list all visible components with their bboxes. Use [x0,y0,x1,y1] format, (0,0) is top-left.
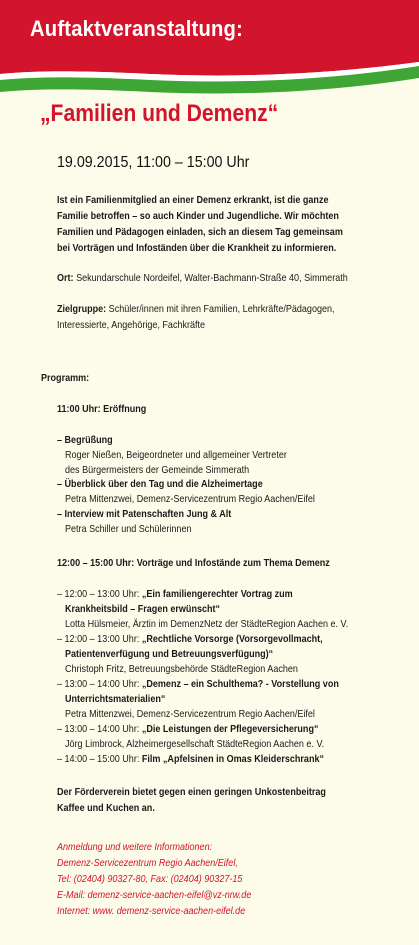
program-item-detail: Petra Schiller und Schülerinnen [65,523,192,535]
location-label: Ort: [57,272,74,284]
audience-label: Zielgruppe: [57,303,107,315]
header-title: Auftaktveranstaltung: [30,16,244,41]
talk-title-cont: Krankheitsbild – Fragen erwünscht“ [65,603,221,615]
program-item-title: – Überblick über den Tag und die Alzheimertage [57,478,263,490]
opening-heading: 11:00 Uhr: Eröffnung [57,403,147,415]
intro-line: Ist ein Familienmitglied an einer Demenz erkrankt, ist die ganze [57,194,329,206]
talk-speaker: Lotta Hülsmeier, Ärztin im DemenzNetz der StädteRegion Aachen e. V. [65,618,349,630]
contact-org: Demenz-Servicezentrum Regio Aachen/Eifel, [57,857,238,869]
talk-time: – 14:00 – 15:00 Uhr: [57,753,142,765]
program-item-detail: des Bürgermeisters der Gemeinde Simmerath [65,464,250,476]
talk-time: – 13:00 – 14:00 Uhr: [57,678,142,690]
program-item-title: – Interview mit Patenschaften Jung & Alt [57,508,232,520]
afternoon-heading: 12:00 – 15:00 Uhr: Vorträge und Infostände zum Thema Demenz [57,557,330,569]
talk-title: „Demenz – ein Schulthema? - Vorstellung von [141,678,339,690]
program-label: Programm: [41,372,90,384]
header-swoosh-graphic [0,0,419,96]
talk-line [57,632,323,646]
program-item-detail: Petra Mittenzwei, Demenz-Servicezentrum Regio Aachen/Eifel [65,493,315,505]
talk-time: – 12:00 – 13:00 Uhr: [57,633,142,645]
talk-title: „Die Leistungen der Pflegeversicherung“ [141,723,319,735]
audience-value: Schüler/innen mit ihren Familien, Lehrkräfte/Pädagogen, [106,303,335,315]
intro-line: Familie betroffen – so auch Kinder und Jugendliche. Wir möchten [57,210,339,222]
event-datetime: 19.09.2015, 11:00 – 15:00 Uhr [57,154,250,171]
contact-website: Internet: www. demenz-service-aachen-eifel.de [57,905,246,917]
header-banner [0,0,419,96]
catering-note: Der Förderverein bietet gegen einen geringen Unkostenbeitrag [57,786,326,798]
program-item-detail: Roger Nießen, Beigeordneter und allgemeiner Vertreter [65,449,287,461]
talk-title: „Rechtliche Vorsorge (Vorsorgevollmacht, [141,633,323,645]
talk-speaker: Petra Mittenzwei, Demenz-Servicezentrum Regio Aachen/Eifel [65,708,315,720]
talk-speaker: Jörg Limbrock, Alzheimergesellschaft StädteRegion Aachen e. V. [65,738,325,750]
audience-line-2: Interessierte, Angehörige, Fachkräfte [57,319,206,331]
intro-line: Familien und Pädagogen einladen, sich an diesem Tag gemeinsam [57,226,343,238]
contact-phone: Tel: (02404) 90327-80, Fax: (02404) 90327-15 [57,873,243,885]
intro-line: bei Vorträgen und Infoständen über die Krankheit zu informieren. [57,242,337,254]
talk-time: – 13:00 – 14:00 Uhr: [57,723,142,735]
talk-title: „Ein familiengerechter Vortrag zum [141,588,293,600]
talk-line [57,587,293,601]
catering-note: Kaffee und Kuchen an. [57,802,155,814]
talk-line [57,722,318,736]
talk-title-cont: Patientenverfügung und Betreuungsverfügung)“ [65,648,274,660]
talk-line [57,677,339,691]
location-line [57,271,348,285]
audience-line [57,302,335,316]
program-item-title: – Begrüßung [57,434,113,446]
talk-line [57,752,324,766]
contact-heading: Anmeldung und weitere Informationen: [57,841,213,853]
contact-email: E-Mail: demenz-service-aachen-eifel@vz-nrw.de [57,889,252,901]
talk-title: Film „Apfelsinen in Omas Kleiderschrank“ [141,753,325,765]
talk-speaker: Christoph Fritz, Betreuungsbehörde StädteRegion Aachen [65,663,298,675]
talk-title-cont: Unterrichtsmaterialien“ [65,693,166,705]
talk-time: – 12:00 – 13:00 Uhr: [57,588,142,600]
event-title: „Familien und Demenz“ [40,100,279,127]
location-value: Sekundarschule Nordeifel, Walter-Bachmann-Straße 40, Simmerath [73,272,348,284]
